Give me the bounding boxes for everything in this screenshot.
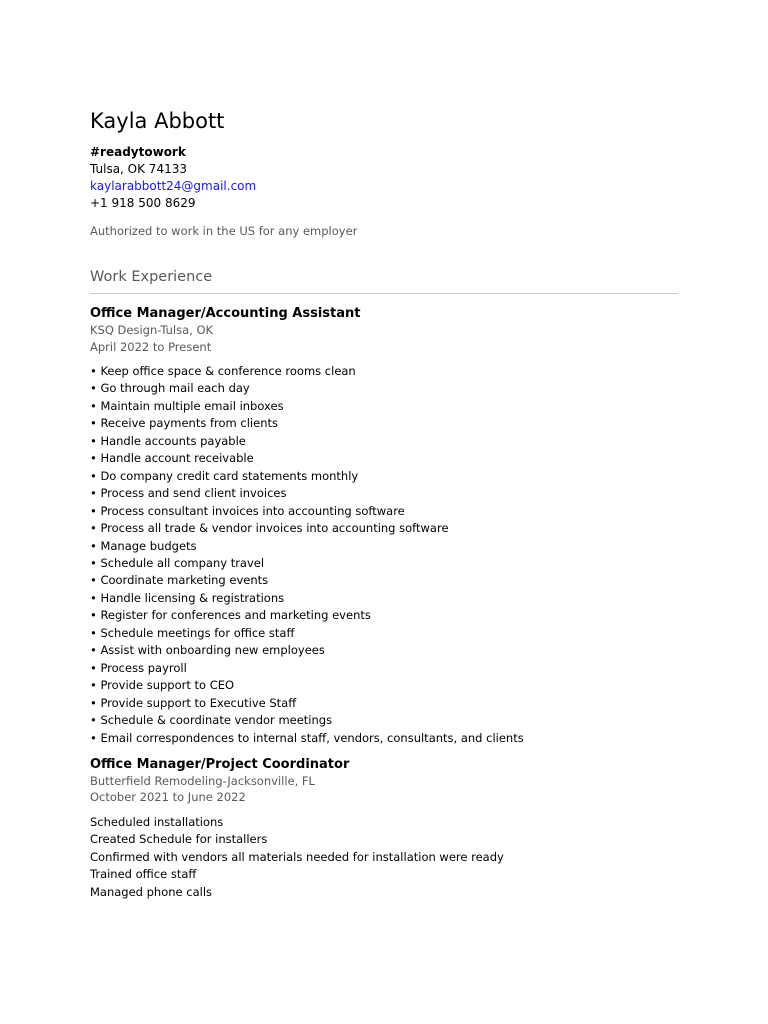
candidate-name: Kayla Abbott [90, 109, 225, 133]
duty-item: Created Schedule for installers [90, 832, 268, 847]
duty-item: • Go through mail each day [90, 381, 250, 396]
duty-item: Managed phone calls [90, 884, 213, 899]
duty-item: • Process consultant invoices into accounting software [90, 503, 405, 518]
work-authorization: Authorized to work in the US for any employer [90, 224, 358, 238]
job-dates: October 2021 to June 2022 [90, 790, 246, 805]
duty-item: • Schedule all company travel [90, 555, 265, 570]
duty-item: • Maintain multiple email inboxes [90, 398, 284, 413]
job-duties [90, 814, 678, 901]
job-company: Butterfield Remodeling-Jacksonville, FL [90, 773, 315, 788]
section-title-work-experience: Work Experience [90, 267, 678, 294]
duty-item: • Keep office space & conference rooms clean [90, 364, 356, 378]
job-dates: April 2022 to Present [90, 339, 212, 354]
tagline: #readytowork [90, 145, 186, 159]
duty-item: Trained office staff [90, 867, 197, 882]
job-company: KSQ Design-Tulsa, OK [90, 323, 214, 337]
phone-number: +1 918 500 8629 [90, 196, 196, 210]
job-title: Office Manager/Accounting Assistant [90, 306, 361, 321]
duty-item: • Assist with onboarding new employees [90, 643, 325, 658]
duty-item: • Process all trade & vendor invoices into accounting software [90, 521, 449, 536]
email-link[interactable]: kaylarabbott24@gmail.com [90, 179, 257, 193]
duty-item: • Do company credit card statements monthly [90, 468, 359, 483]
duty-item: • Register for conferences and marketing events [90, 608, 371, 623]
job-title: Office Manager/Project Coordinator [90, 756, 350, 772]
job-duties [90, 363, 678, 747]
duty-item: • Provide support to CEO [90, 678, 235, 693]
duty-item: • Schedule meetings for office staff [90, 625, 295, 640]
duty-item: Scheduled installations [90, 814, 224, 829]
duty-item: • Handle licensing & registrations [90, 590, 285, 605]
duty-item: • Process and send client invoices [90, 486, 287, 501]
job-entry [90, 305, 678, 747]
location: Tulsa, OK 74133 [90, 162, 187, 176]
jobs-list [90, 305, 678, 901]
duty-item: • Handle account receivable [90, 451, 254, 466]
duty-item: • Handle accounts payable [90, 433, 246, 448]
duty-item: • Coordinate marketing events [90, 573, 269, 588]
duty-item: • Process payroll [90, 660, 187, 675]
duty-item: Confirmed with vendors all materials needed for installation were ready [90, 849, 504, 864]
job-entry [90, 756, 678, 901]
duty-item: • Receive payments from clients [90, 416, 278, 431]
duty-item: • Email correspondences to internal staff, vendors, consultants, and clients [90, 730, 524, 745]
duty-item: • Manage budgets [90, 538, 197, 553]
duty-item: • Provide support to Executive Staff [90, 695, 297, 710]
duty-item: • Schedule & coordinate vendor meetings [90, 713, 333, 728]
